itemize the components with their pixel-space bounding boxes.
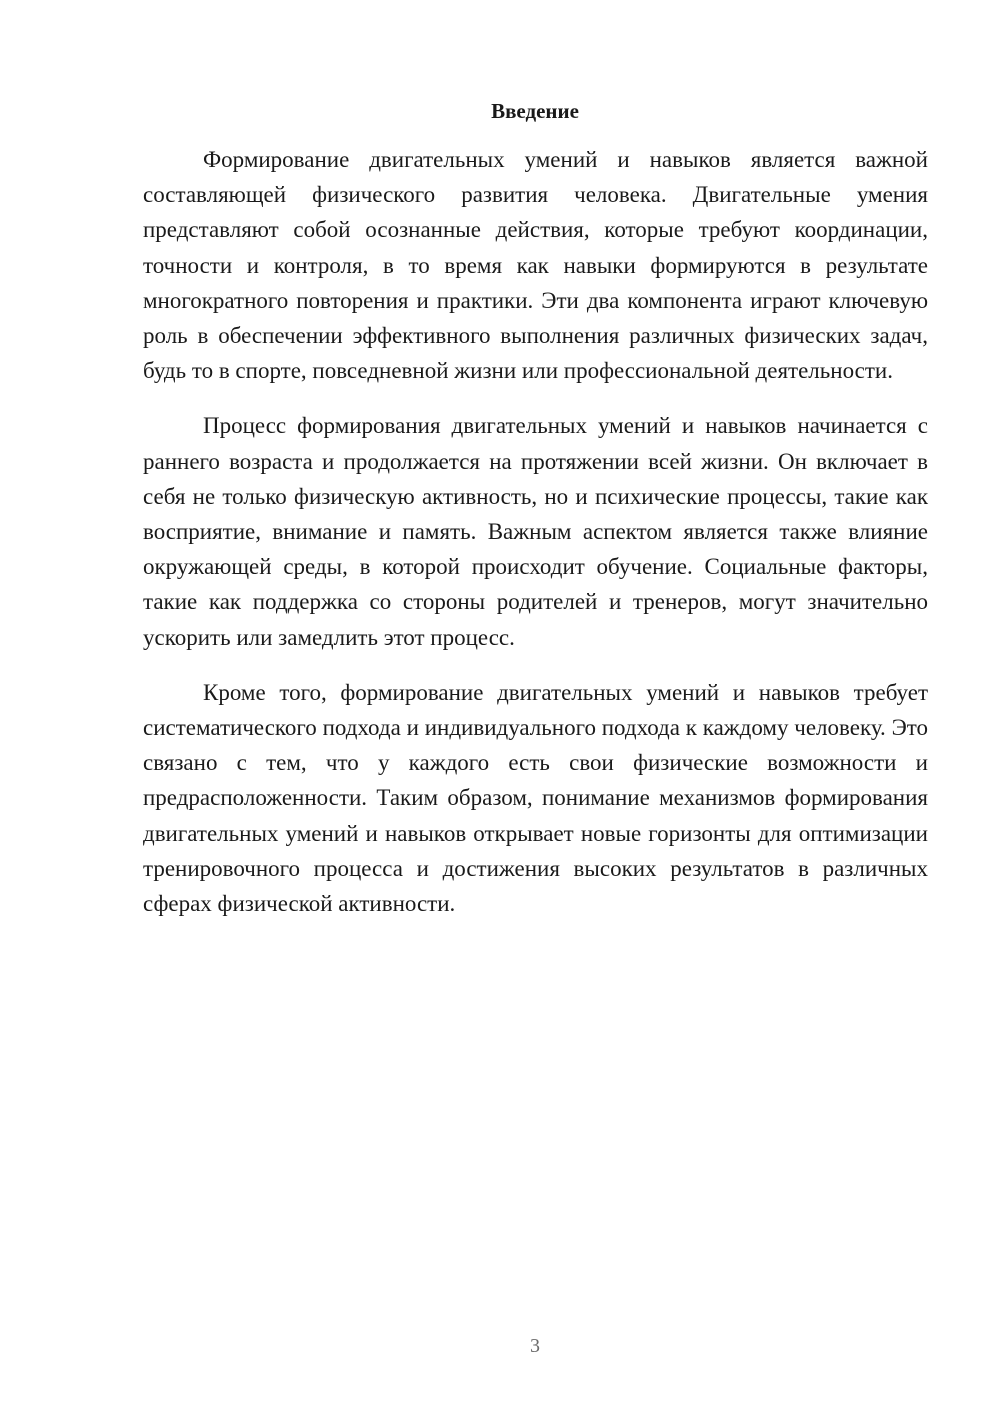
document-body	[143, 142, 928, 941]
paragraph-2: Процесс формирования двигательных умений и навыков начинается с раннего возраста и продолжается на протяжении всей жизни. Он включает в себя не только физическую активность, но и психические процессы, такие как восприятие, внимание и память. Важным аспектом является также влияние окружающей среды, в которой происходит обучение. Социальные факторы, такие как поддержка со стороны родителей и тренеров, могут значительно ускорить или замедлить этот процесс.	[143, 413, 928, 650]
page-title: Введение	[491, 99, 579, 123]
paragraph-1: Формирование двигательных умений и навыков является важной составляющей физического развития человека. Двигательные умения представляют собой осознанные действия, которые требуют координации, точности и контроля, в то время как навыки формируются в результате многократного повторения и практики. Эти два компонента играют ключевую роль в обеспечении эффективного выполнения различных физических задач, будь то в спорте, повседневной жизни или профессиональной деятельности.	[143, 147, 928, 384]
page-number: 3	[530, 1335, 540, 1357]
paragraph-3: Кроме того, формирование двигательных умений и навыков требует систематического подхода и индивидуального подхода к каждому человеку. Это связано с тем, что у каждого есть свои физические возможности и предрасположенности. Таким образом, понимание механизмов формирования двигательных умений и навыков открывает новые горизонты для оптимизации тренировочного процесса и достижения высоких результатов в различных сферах физической активности.	[143, 679, 928, 917]
